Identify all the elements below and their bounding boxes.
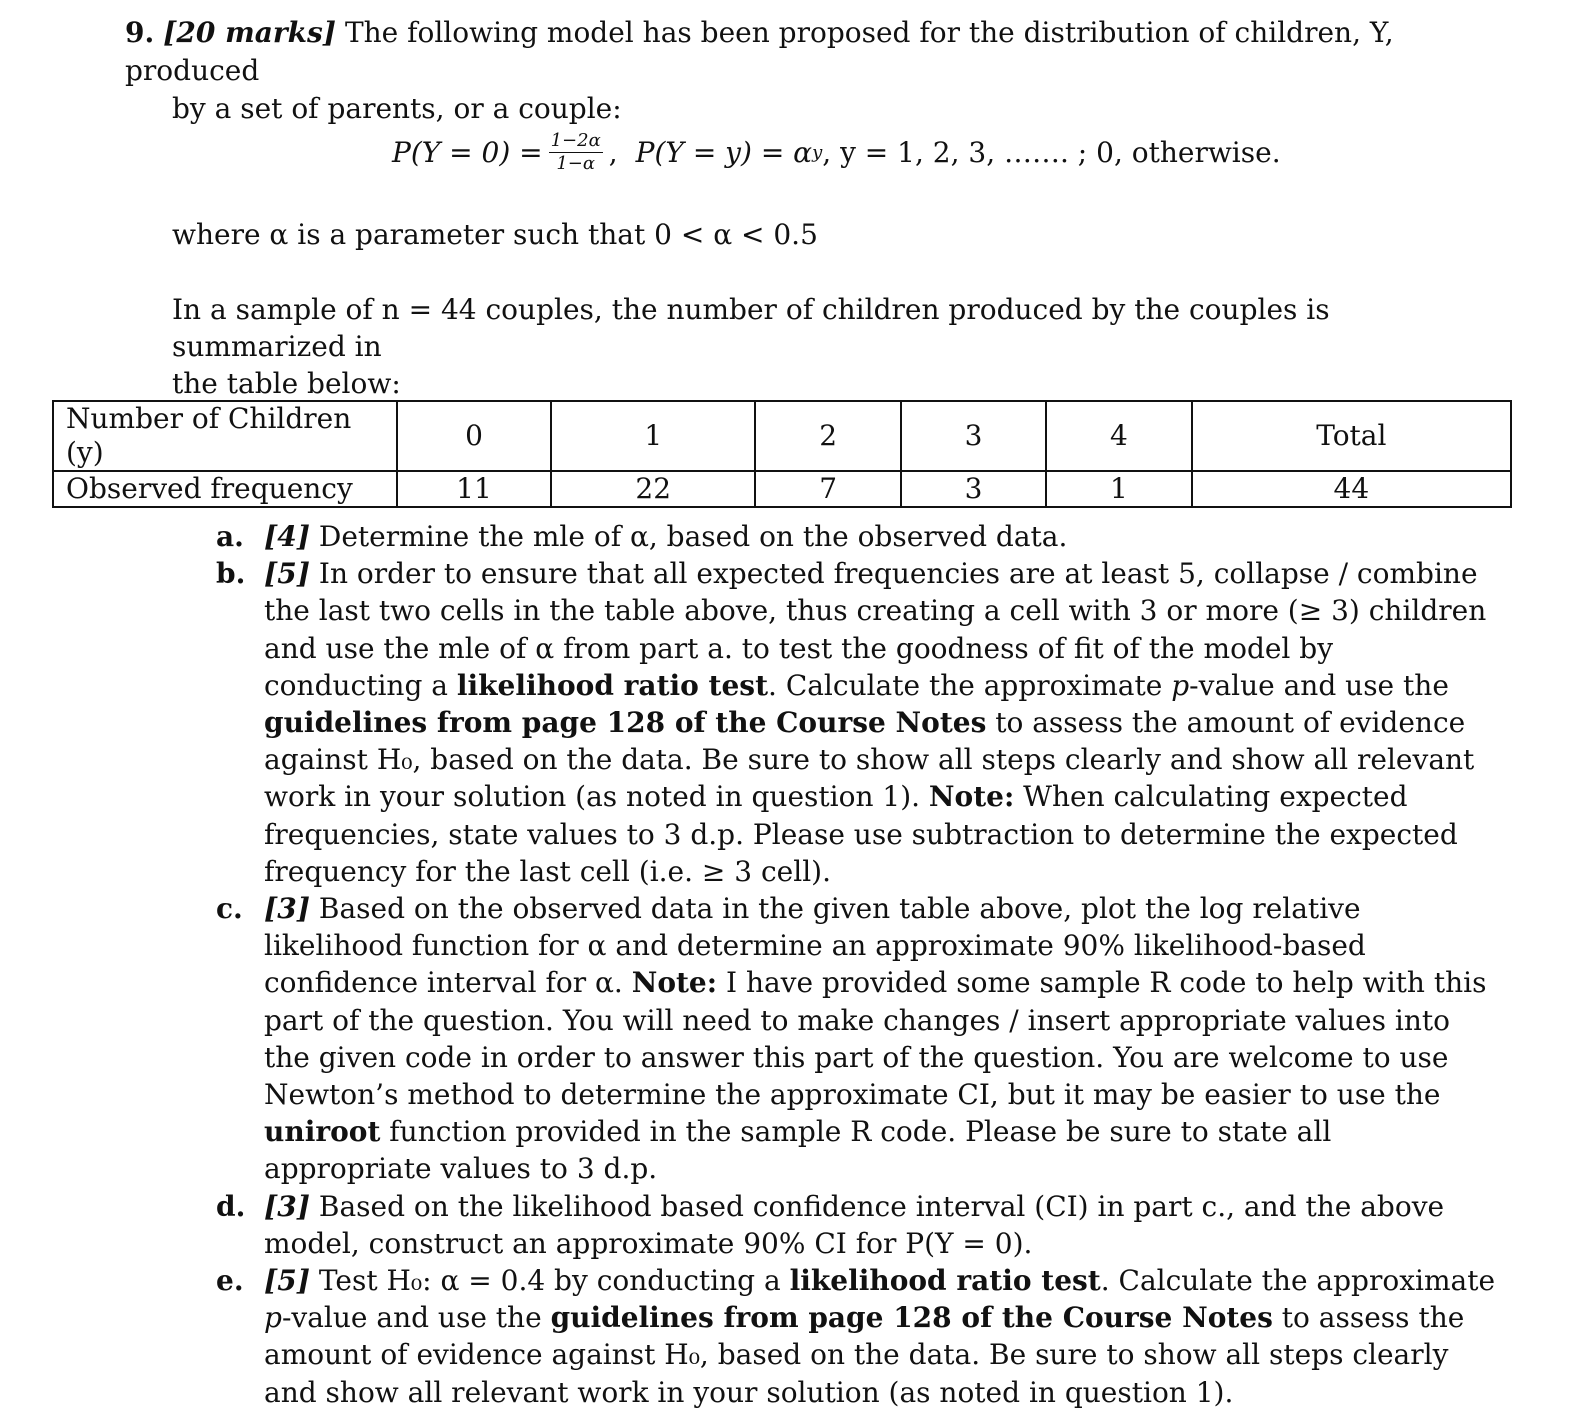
table-cell: 7	[755, 471, 900, 507]
formula-p0-lhs: P(Y = 0) =	[392, 135, 543, 169]
sample-line1: In a sample of n = 44 couples, the number of children produced by the couples is summarized in	[172, 293, 1330, 363]
part-marks: [5]	[264, 557, 310, 591]
table-row	[53, 401, 1511, 471]
table-cell: 11	[397, 471, 551, 507]
part-marks: [4]	[264, 520, 310, 553]
table-cell: 3	[901, 401, 1046, 471]
part-text: [5] Test H₀: α = 0.4 by conducting a likelihood ratio test. Calculate the approximate p-value and use the guidelines from page 128 of the Course Notes to assess the amount of evidence against H₀, based on the data. Be sure to show all steps clearly and show all relevant work in your solution (as noted in question 1).	[264, 1264, 1496, 1409]
formula-py-lhs: P(Y = y) = α	[635, 135, 813, 169]
part-label: d.	[216, 1189, 246, 1223]
part-a	[216, 518, 1496, 555]
part-c	[216, 890, 1496, 1188]
table-row	[53, 471, 1511, 507]
table-cell: 0	[397, 401, 551, 471]
part-text: [4] Determine the mle of α, based on the observed data.	[264, 520, 1068, 553]
table-cell: 4	[1046, 401, 1191, 471]
sample-description	[172, 291, 1472, 402]
table-cell: 1	[1046, 471, 1191, 507]
question-intro-line2: by a set of parents, or a couple:	[172, 92, 622, 125]
frequency-table	[52, 400, 1512, 508]
sample-line2: the table below:	[172, 367, 401, 400]
part-b	[216, 555, 1496, 890]
question-marks: [20 marks]	[163, 16, 337, 49]
formula-exponent: y	[812, 141, 823, 163]
question-parts	[216, 518, 1496, 1411]
table-cell: 3	[901, 471, 1046, 507]
part-marks: [3]	[264, 1189, 310, 1223]
part-text: [3] Based on the likelihood based confidence interval (CI) in part c., and the above model, construct an approximate 90% CI for P(Y = 0).	[264, 1189, 1445, 1260]
part-e	[216, 1262, 1496, 1411]
table-cell: 22	[551, 471, 755, 507]
part-marks: [5]	[264, 1264, 310, 1298]
fraction-numerator: 1−2α	[550, 129, 601, 151]
part-label: a.	[216, 520, 244, 553]
part-label: e.	[216, 1264, 244, 1298]
part-marks: [3]	[264, 892, 310, 926]
formula-support: , y = 1, 2, 3, ……. ; 0, otherwise.	[822, 135, 1281, 169]
part-label: c.	[216, 892, 243, 926]
question-intro-line1: The following model has been proposed for the distribution of children, Y, produced	[125, 16, 1394, 87]
model-formula	[392, 122, 1281, 182]
question-header	[125, 14, 1525, 128]
part-label: b.	[216, 557, 246, 591]
table-cell: 1	[551, 401, 755, 471]
fraction-denominator: 1−α	[556, 152, 596, 174]
part-d	[216, 1188, 1496, 1262]
table-cell: Total	[1192, 401, 1511, 471]
table-cell: 2	[755, 401, 900, 471]
row-header-frequency: Observed frequency	[53, 471, 397, 507]
formula-comma: ,	[608, 135, 618, 169]
table-cell: 44	[1192, 471, 1511, 507]
formula-fraction	[549, 130, 603, 175]
question-number: 9.	[125, 16, 155, 49]
row-header-children: Number of Children (y)	[53, 401, 397, 471]
part-text: [5] In order to ensure that all expected frequencies are at least 5, collapse / combine the last two cells in the table above, thus creating a cell with 3 or more (≥ 3) children and use the mle of α from part a. to test the goodness of fit of the model by conducting a likelihood ratio test. Calculate the approximate p-value and use the guidelines from page 128 of the Course Notes to assess the amount of evidence against H₀, based on the data. Be sure to show all steps clearly and show all relevant work in your solution (as noted in question 1). Note: When calculating expected frequencies, state values to 3 d.p. Please use subtraction to determine the expected frequency for the last cell (i.e. ≥ 3 cell).	[264, 557, 1487, 888]
part-text: [3] Based on the observed data in the given table above, plot the log relative likelihood function for α and determine an approximate 90% likelihood-based confidence interval for α. Note: I have provided some sample R code to help with this part of the question. You will need to make changes / insert appropriate values into the given code in order to answer this part of the question. You are welcome to use Newton’s method to determine the approximate CI, but it may be easier to use the uniroot function provided in the sample R code. Please be sure to state all appropriate values to 3 d.p.	[264, 892, 1487, 1186]
parameter-line: where α is a parameter such that 0 < α < 0.5	[172, 218, 818, 251]
